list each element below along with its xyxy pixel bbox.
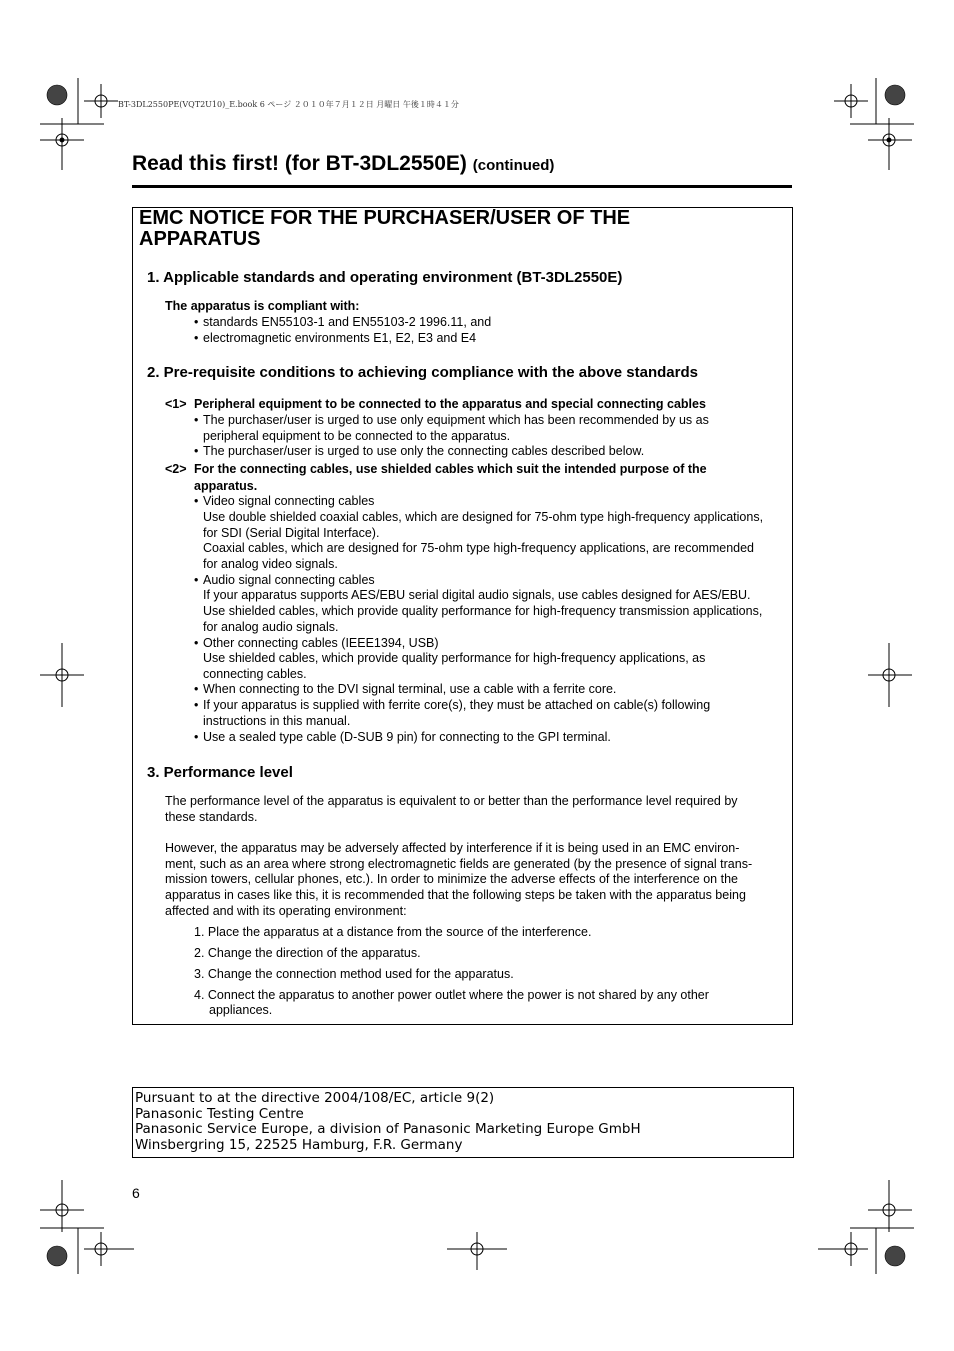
section-1-lead: The apparatus is compliant with: xyxy=(165,299,360,313)
list-item: • Video signal connecting cables xyxy=(194,494,375,508)
list-item-cont: for analog video signals. xyxy=(203,557,338,571)
paragraph-line: The performance level of the apparatus is equivalent to or better than the performance level required by xyxy=(165,794,738,808)
emc-notice-title: EMC NOTICE FOR THE PURCHASER/USER OF THE APPARATUS xyxy=(139,207,631,250)
list-item-cont: peripheral equipment to be connected to the apparatus. xyxy=(203,429,511,443)
directive-line: Panasonic Testing Centre xyxy=(135,1106,304,1122)
numbered-step: 2. Change the direction of the apparatus. xyxy=(194,946,421,960)
page-title-suffix: (continued) xyxy=(472,157,555,174)
numbered-step: 3. Change the connection method used for the apparatus. xyxy=(194,967,514,981)
list-item-cont: connecting cables. xyxy=(203,667,307,681)
list-item: • When connecting to the DVI signal terminal, use a cable with a ferrite core. xyxy=(194,682,617,696)
paragraph-line: mission towers, cellular phones, etc.). In order to minimize the adverse effects of the interference on the xyxy=(165,872,738,886)
list-item: • Audio signal connecting cables xyxy=(194,573,375,587)
list-item-cont: Use shielded cables, which provide quality performance for high-frequency transmission applications, xyxy=(203,604,763,618)
list-item-cont: for analog audio signals. xyxy=(203,620,339,634)
section-1-heading: 1. Applicable standards and operating environment (BT-3DL2550E) xyxy=(147,269,623,286)
item-2-title-cont: apparatus. xyxy=(194,479,258,493)
list-item-cont: Use shielded cables, which provide quality performance for high-frequency applications, as xyxy=(203,651,706,665)
list-item-cont: Coaxial cables, which are designed for 75-ohm type high-frequency applications, are recommended xyxy=(203,541,755,555)
title-rule xyxy=(132,185,792,188)
page-number: 6 xyxy=(132,1185,140,1201)
page-title xyxy=(132,152,554,176)
paragraph-line: apparatus in cases like this, it is recommended that the following steps be taken with the apparatus being xyxy=(165,888,746,902)
directive-line: Winsbergring 15, 22525 Hamburg, F.R. Germany xyxy=(135,1137,463,1153)
print-header-line: BT-3DL2550PE(VQT2U10)_E.book 6 ページ ２０１０年７月１２日 月曜日 午後１時４１分 xyxy=(118,100,459,109)
list-item: • The purchaser/user is urged to use only equipment which has been recommended by us as xyxy=(194,413,709,427)
page-title-main: Read this first! (for BT-3DL2550E) xyxy=(132,152,467,175)
list-item-cont: instructions in this manual. xyxy=(203,714,351,728)
item-1-title: <1> Peripheral equipment to be connected to the apparatus and special connecting cables xyxy=(165,397,706,411)
list-item: • Use a sealed type cable (D-SUB 9 pin) for connecting to the GPI terminal. xyxy=(194,730,611,744)
list-item-cont: If your apparatus supports AES/EBU serial digital audio signals, use cables designed for AES/EBU. xyxy=(203,588,751,602)
list-item: • The purchaser/user is urged to use only the connecting cables described below. xyxy=(194,444,645,458)
numbered-step: 1. Place the apparatus at a distance from the source of the interference. xyxy=(194,925,592,939)
list-item-cont: Use double shielded coaxial cables, which are designed for 75-ohm type high-frequency applications, xyxy=(203,510,764,524)
numbered-step: 4. Connect the apparatus to another power outlet where the power is not shared by any other xyxy=(194,988,709,1002)
paragraph-line: ment, such as an area where strong electromagnetic fields are generated (by the presence of signal trans- xyxy=(165,857,753,871)
item-2-title: <2> For the connecting cables, use shielded cables which suit the intended purpose of the xyxy=(165,462,707,476)
list-item: • electromagnetic environments E1, E2, E3 and E4 xyxy=(194,331,477,345)
paragraph-line: these standards. xyxy=(165,810,258,824)
directive-line: Pursuant to at the directive 2004/108/EC, article 9(2) xyxy=(135,1090,495,1106)
paragraph-line: However, the apparatus may be adversely affected by interference if it is being used in an EMC environ- xyxy=(165,841,740,855)
section-3-heading: 3. Performance level xyxy=(147,764,293,781)
section-2-heading: 2. Pre-requisite conditions to achieving compliance with the above standards xyxy=(147,364,698,381)
list-item: • If your apparatus is supplied with ferrite core(s), they must be attached on cable(s) following xyxy=(194,698,711,712)
list-item: • standards EN55103-1 and EN55103-2 1996.11, and xyxy=(194,315,492,329)
numbered-step-cont: appliances. xyxy=(209,1003,273,1017)
paragraph-line: affected and with its operating environment: xyxy=(165,904,407,918)
directive-line: Panasonic Service Europe, a division of Panasonic Marketing Europe GmbH xyxy=(135,1121,641,1137)
list-item-cont: for SDI (Serial Digital Interface). xyxy=(203,526,380,540)
list-item: • Other connecting cables (IEEE1394, USB) xyxy=(194,636,439,650)
